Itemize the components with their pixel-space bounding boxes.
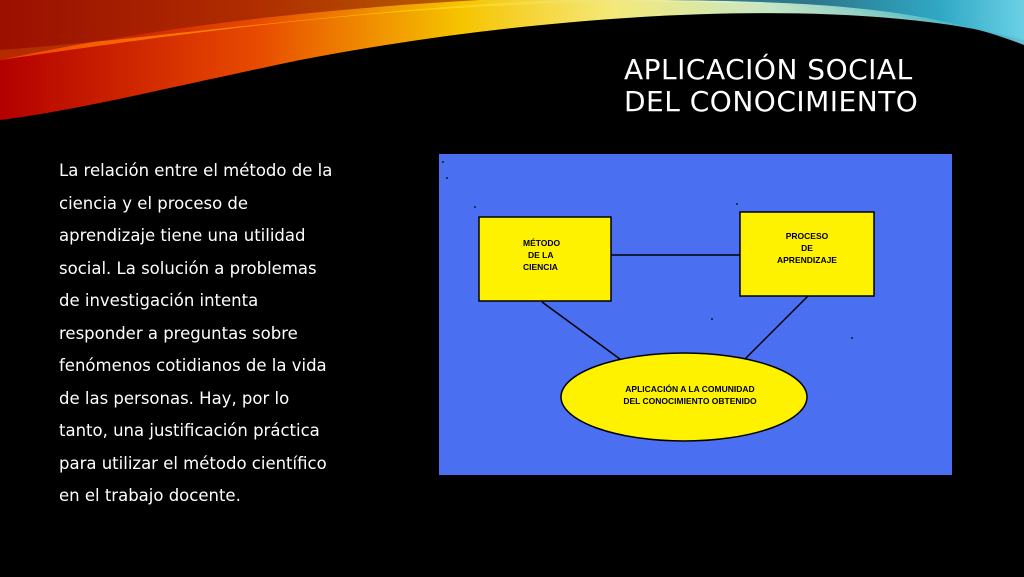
proceso-label-line: DE: [801, 243, 813, 253]
concept-diagram: [439, 154, 952, 475]
body-line: aprendizaje tiene una utilidad: [59, 226, 306, 245]
body-line: de investigación intenta: [59, 291, 259, 310]
slide-title-line-2: DEL CONOCIMIENTO: [624, 85, 919, 118]
body-line: La relación entre el método de la: [59, 161, 333, 180]
body-line: en el trabajo docente.: [59, 486, 241, 505]
metodo-label-line: CIENCIA: [523, 262, 558, 272]
slide-title: [624, 54, 1004, 118]
metodo-label-line: MÉTODO: [523, 238, 561, 248]
body-line: tanto, una justificación práctica: [59, 421, 320, 440]
body-line: fenómenos cotidianos de la vida: [59, 356, 327, 375]
metodo-label-line: DE LA: [528, 250, 554, 260]
body-line: responder a preguntas sobre: [59, 323, 298, 343]
slide-body-text: [59, 155, 399, 513]
slide-title-line-1: APLICACIÓN SOCIAL: [624, 53, 913, 86]
proceso-label-line: PROCESO: [785, 231, 829, 241]
aplicacion-label-line: DEL CONOCIMIENTO OBTENIDO: [623, 396, 757, 406]
proceso-aprendizaje-box: [740, 212, 874, 296]
proceso-label-line: APRENDIZAJE: [777, 255, 837, 265]
body-line: de las personas. Hay, por lo: [59, 388, 290, 408]
body-line: para utilizar el método científico: [59, 453, 327, 473]
body-line: ciencia y el proceso de: [59, 193, 249, 213]
aplicacion-label-line: APLICACIÓN A LA COMUNIDAD: [625, 384, 755, 394]
body-line: social. La solución a problemas: [59, 258, 317, 278]
